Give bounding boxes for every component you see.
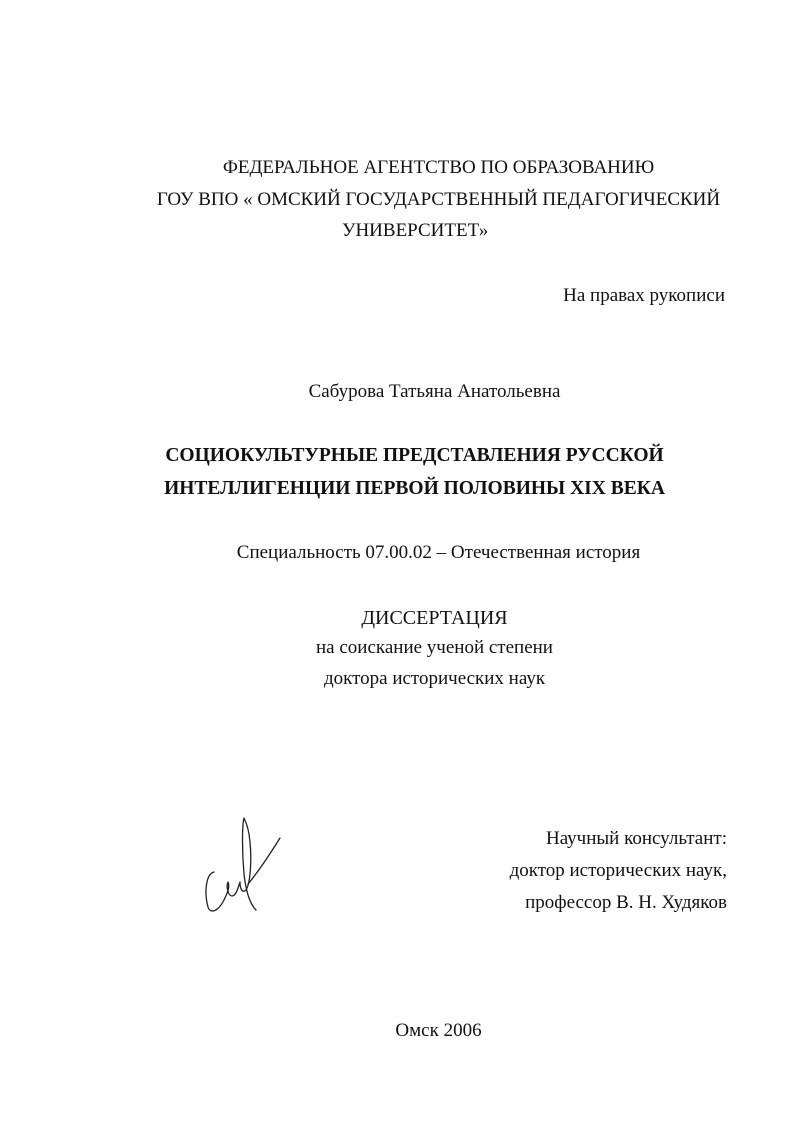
author-name: Сабурова Татьяна Анатольевна — [308, 381, 561, 402]
institution-line-2: УНИВЕРСИТЕТ» — [342, 220, 489, 241]
signature-stroke-main — [206, 818, 256, 911]
dissertation-label: ДИССЕРТАЦИЯ — [361, 607, 508, 629]
consultant-label: Научный консультант: — [545, 828, 727, 849]
city-year: Омск 2006 — [395, 1020, 482, 1041]
rights-note: На правах рукописи — [563, 285, 725, 306]
degree-line-1: на соискание ученой степени — [316, 637, 553, 658]
degree-line-2: доктора исторических наук — [323, 668, 546, 689]
handwritten-signature — [198, 812, 288, 917]
institution-line-2-wrapper — [0, 219, 793, 243]
institution-line-1: ГОУ ВПО « ОМСКИЙ ГОСУДАРСТВЕННЫЙ ПЕДАГОГИЧЕСКИЙ — [156, 189, 721, 210]
dissertation-title-line-2: ИНТЕЛЛИГЕНЦИИ ПЕРВОЙ ПОЛОВИНЫ XIX ВЕКА — [164, 478, 665, 499]
signature-stroke-slash — [248, 838, 280, 884]
consultant-degree: доктор исторических наук, — [509, 860, 727, 881]
specialty: Специальность 07.00.02 – Отечественная история — [236, 542, 641, 563]
dissertation-title-line-1: СОЦИОКУЛЬТУРНЫЕ ПРЕДСТАВЛЕНИЯ РУССКОЙ — [165, 445, 664, 466]
agency-name: ФЕДЕРАЛЬНОЕ АГЕНТСТВО ПО ОБРАЗОВАНИЮ — [222, 157, 655, 178]
consultant-name: профессор В. Н. Худяков — [525, 892, 727, 913]
